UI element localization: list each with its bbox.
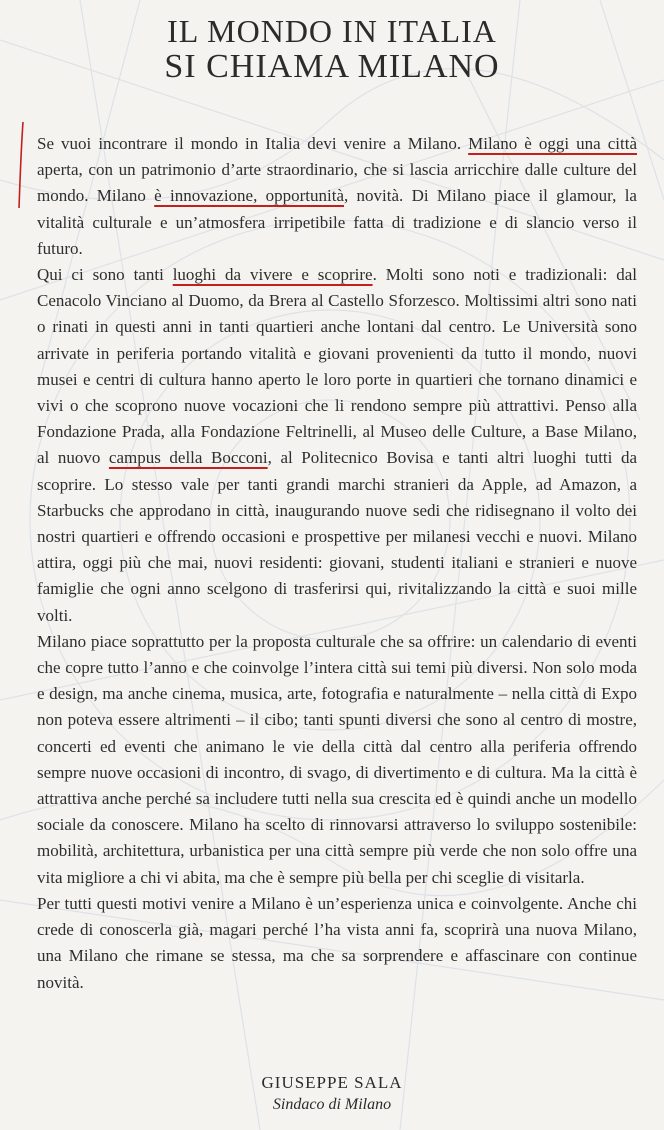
paragraph-2: Qui ci sono tanti luoghi da vivere e scoprire. Molti sono noti e tradizionali: dal Cenacolo Vinciano al Duomo, da Brera al Castello Sforzesco. Moltissimi altri sono nati o rinati in questi anni in tanti quartieri anche lontani dal centro. Le Università sono arrivate in periferia portando vitalità e giovani provenienti da tutto il mondo, nuovi musei e centri di cultura hanno aperto le loro porte in quartieri che tornano dinamici e vivi o che scoprono nuove vocazioni che li rendono sempre più attrattivi. Penso alla Fondazione Prada, alla Fondazione Feltrinelli, al Museo delle Culture, a Base Milano, al nuovo campus della Bocconi, al Politecnico Bovisa e tanti altri luoghi tutti da scoprire. Lo stesso vale per tanti grandi marchi stranieri da Apple, ad Amazon, a Starbucks che approdano in città, inaugurando nuove sedi che ridisegnano il volto dei nostri quartieri e offrendo occasioni e prospettive per milanesi vecchi e nuovi. Milano attira, oggi più che mai, nuovi residenti: giovani, studenti italiani e stranieri e nuove famiglie che ogni anno scelgono di trasferirsi qui, rivitalizzando la città e suoi mille volti. (37, 265, 637, 625)
paragraph-4: Per tutti questi motivi venire a Milano è un’esperienza unica e coinvolgente. Anche chi crede di conoscerla già, magari perché l’ha vista anni fa, scoprirà una nuova Milano, una Milano che rimane se stessa, ma che sa sorprendere e affascinare con continue novità. (37, 893, 637, 992)
paragraph-3: Milano piace soprattutto per la proposta culturale che sa offrire: un calendario di eventi che copre tutto l’anno e che coinvolge l’intera città sui temi più diversi. Non solo moda e design, ma anche cinema, musica, arte, fotografia e naturalmente – nella città di Expo non poteva essere altrimenti – il cibo; tanti spunti diversi che sono al centro di mostre, concerti ed eventi che animano le vie della città dal centro alla periferia offrendo sempre nuove occasioni di incontro, di svago, di divertimento e di cultura. Ma la città è attrattiva anche perché sa includere tutti nella sua crescita ed è quindi anche un modello sociale da conoscere. Milano ha scelto di rinnovarsi attraverso lo sviluppo sostenibile: mobilità, architettura, urbanistica per una città sempre più verde che non solo offre una vita migliore a chi vi abita, ma che è sempre più bella per chi sceglie di visitarla. (37, 631, 637, 887)
article-body (37, 131, 637, 996)
signature-name: GIUSEPPE SALA (261, 1073, 403, 1092)
underlined-phrase: Milano è oggi una città (468, 134, 637, 153)
title-line-1: IL MONDO IN ITALIA (167, 13, 497, 49)
signature-role: Sindaco di Milano (272, 1096, 392, 1113)
underlined-phrase: luoghi da vivere e scoprire (172, 265, 373, 285)
signature-block (0, 1072, 664, 1116)
title-line-2: SI CHIAMA MILANO (164, 48, 500, 85)
paragraph-1: Se vuoi incontrare il mondo in Italia devi venire a Milano. Milano è oggi una città aperta, con un patrimonio d’arte straordinario, che si lascia arricchire dalle culture del mondo. Milano è innovazione, opportunità, novità. Di Milano piace il glamour, la vitalità culturale e un’atmosfera irripetibile fatta di tradizione e di slancio verso il futuro. (37, 134, 637, 258)
underlined-phrase: campus della Bocconi (108, 448, 268, 468)
handwritten-margin-mark (14, 120, 28, 210)
underlined-phrase: è innovazione, opportunità (154, 186, 345, 206)
page-title (0, 0, 664, 86)
